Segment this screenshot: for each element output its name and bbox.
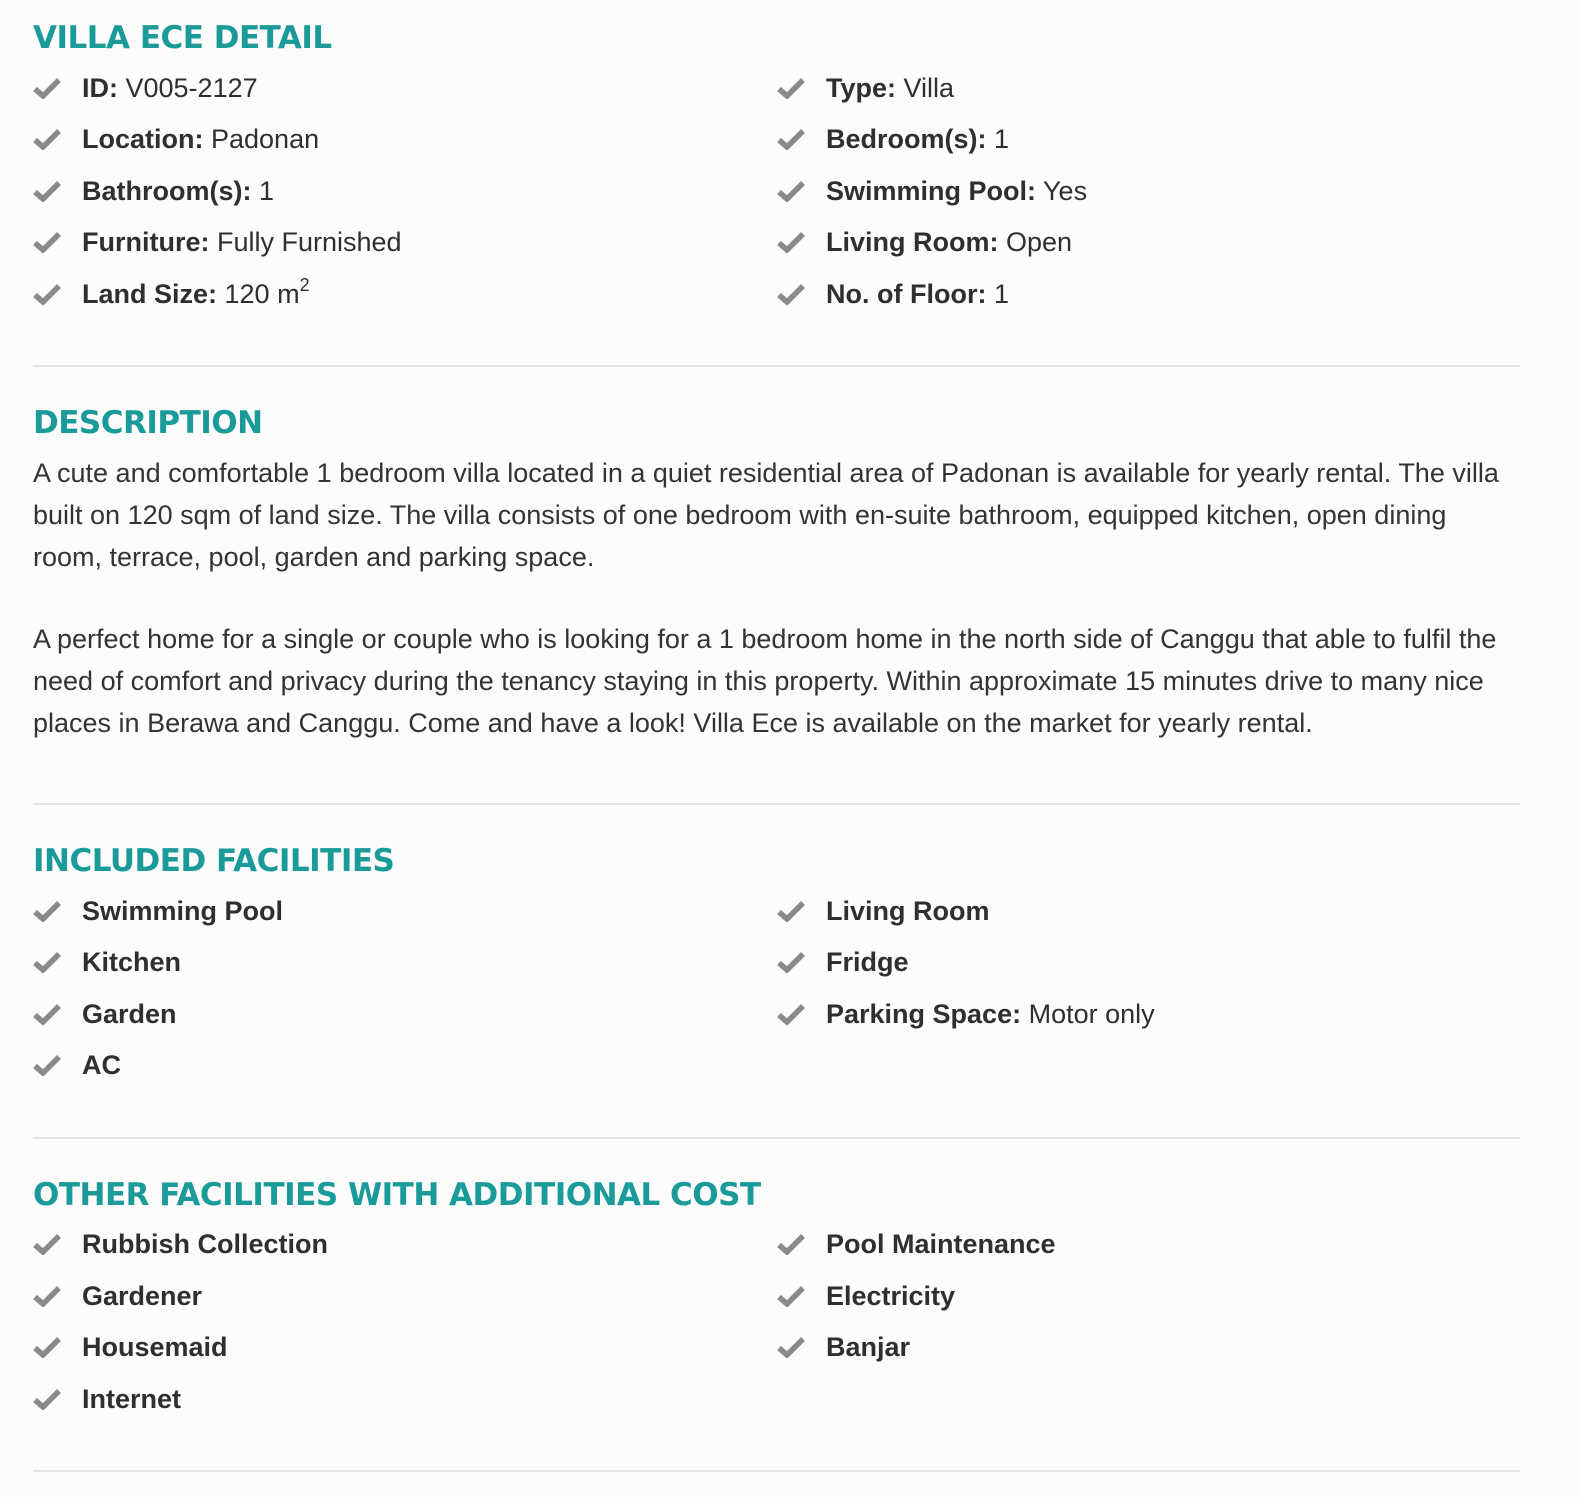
- detail-bedrooms-label: Bedroom(s):: [826, 124, 987, 154]
- detail-id-value: V005-2127: [118, 73, 258, 103]
- included-living-room-label: Living Room: [826, 896, 990, 926]
- detail-type-value: Villa: [896, 73, 955, 103]
- detail-pool-value: Yes: [1036, 176, 1088, 206]
- other-pool-maintenance-label: Pool Maintenance: [826, 1229, 1056, 1259]
- check-icon: [33, 1285, 61, 1307]
- check-icon: [777, 128, 805, 150]
- check-icon: [777, 1285, 805, 1307]
- detail-bathrooms-label: Bathroom(s):: [82, 176, 252, 206]
- other-internet-label: Internet: [82, 1384, 182, 1414]
- check-icon: [777, 283, 805, 305]
- included-kitchen-label: Kitchen: [82, 947, 182, 977]
- included-fridge-label: Fridge: [826, 947, 909, 977]
- other-banjar-label: Banjar: [826, 1332, 911, 1362]
- check-icon: [777, 180, 805, 202]
- other-heading: OTHER FACILITIES WITH ADDITIONAL COST: [33, 1177, 761, 1213]
- check-icon: [777, 951, 805, 973]
- included-ac-label: AC: [82, 1050, 121, 1080]
- check-icon: [33, 231, 61, 253]
- check-icon: [33, 1233, 61, 1255]
- description-heading: DESCRIPTION: [33, 405, 263, 441]
- detail-furniture-label: Furniture:: [82, 227, 210, 257]
- check-icon: [33, 1336, 61, 1358]
- detail-heading: VILLA ECE DETAIL: [33, 20, 332, 56]
- included-parking-value: Motor only: [1021, 999, 1155, 1029]
- included-swimming-pool-label: Swimming Pool: [82, 896, 284, 926]
- check-icon: [33, 180, 61, 202]
- detail-floors-label: No. of Floor:: [826, 279, 987, 309]
- detail-bathrooms-value: 1: [251, 176, 275, 206]
- detail-land-size-exponent: 2: [299, 275, 310, 295]
- divider: [33, 1137, 1520, 1139]
- check-icon: [33, 1388, 61, 1410]
- check-icon: [777, 231, 805, 253]
- other-electricity-label: Electricity: [826, 1281, 956, 1311]
- detail-type-label: Type:: [826, 73, 897, 103]
- check-icon: [33, 1003, 61, 1025]
- detail-location-value: Padonan: [203, 124, 320, 154]
- check-icon: [33, 283, 61, 305]
- included-parking-label: Parking Space:: [826, 999, 1022, 1029]
- detail-bedrooms-value: 1: [986, 124, 1010, 154]
- detail-pool-label: Swimming Pool:: [826, 176, 1037, 206]
- check-icon: [777, 77, 805, 99]
- detail-furniture-value: Fully Furnished: [209, 227, 402, 257]
- description-paragraph-2: A perfect home for a single or couple who is looking for a 1 bedroom home in the north side of Canggu that able to fulfil the need of comfort and privacy during the tenancy staying in this property. Within approximate 15 minutes drive to many nice places in Berawa and Canggu. Come and have a look! Villa Ece is available on the market for yearly rental.: [33, 624, 1497, 738]
- check-icon: [33, 951, 61, 973]
- detail-location-label: Location:: [82, 124, 204, 154]
- other-rubbish-label: Rubbish Collection: [82, 1229, 328, 1259]
- divider: [33, 365, 1520, 367]
- other-gardener-label: Gardener: [82, 1281, 203, 1311]
- check-icon: [33, 900, 61, 922]
- detail-land-size-label: Land Size:: [82, 279, 218, 309]
- included-heading: INCLUDED FACILITIES: [33, 843, 395, 879]
- divider: [33, 1470, 1520, 1472]
- detail-land-size-value: 120 m: [217, 279, 300, 309]
- check-icon: [777, 900, 805, 922]
- description-paragraph-1: A cute and comfortable 1 bedroom villa located in a quiet residential area of Padonan is available for yearly rental. The villa built on 120 sqm of land size. The villa consists of one bedroom with en-suite bathroom, equipped kitchen, open dining room, terrace, pool, garden and parking space.: [33, 458, 1499, 572]
- check-icon: [33, 128, 61, 150]
- detail-living-room-value: Open: [998, 227, 1073, 257]
- detail-living-room-label: Living Room:: [826, 227, 999, 257]
- other-housemaid-label: Housemaid: [82, 1332, 228, 1362]
- check-icon: [777, 1336, 805, 1358]
- included-garden-label: Garden: [82, 999, 177, 1029]
- detail-floors-value: 1: [986, 279, 1009, 309]
- check-icon: [777, 1003, 805, 1025]
- check-icon: [33, 1054, 61, 1076]
- divider: [33, 803, 1520, 805]
- check-icon: [777, 1233, 805, 1255]
- check-icon: [33, 77, 61, 99]
- detail-id-label: ID:: [82, 73, 118, 103]
